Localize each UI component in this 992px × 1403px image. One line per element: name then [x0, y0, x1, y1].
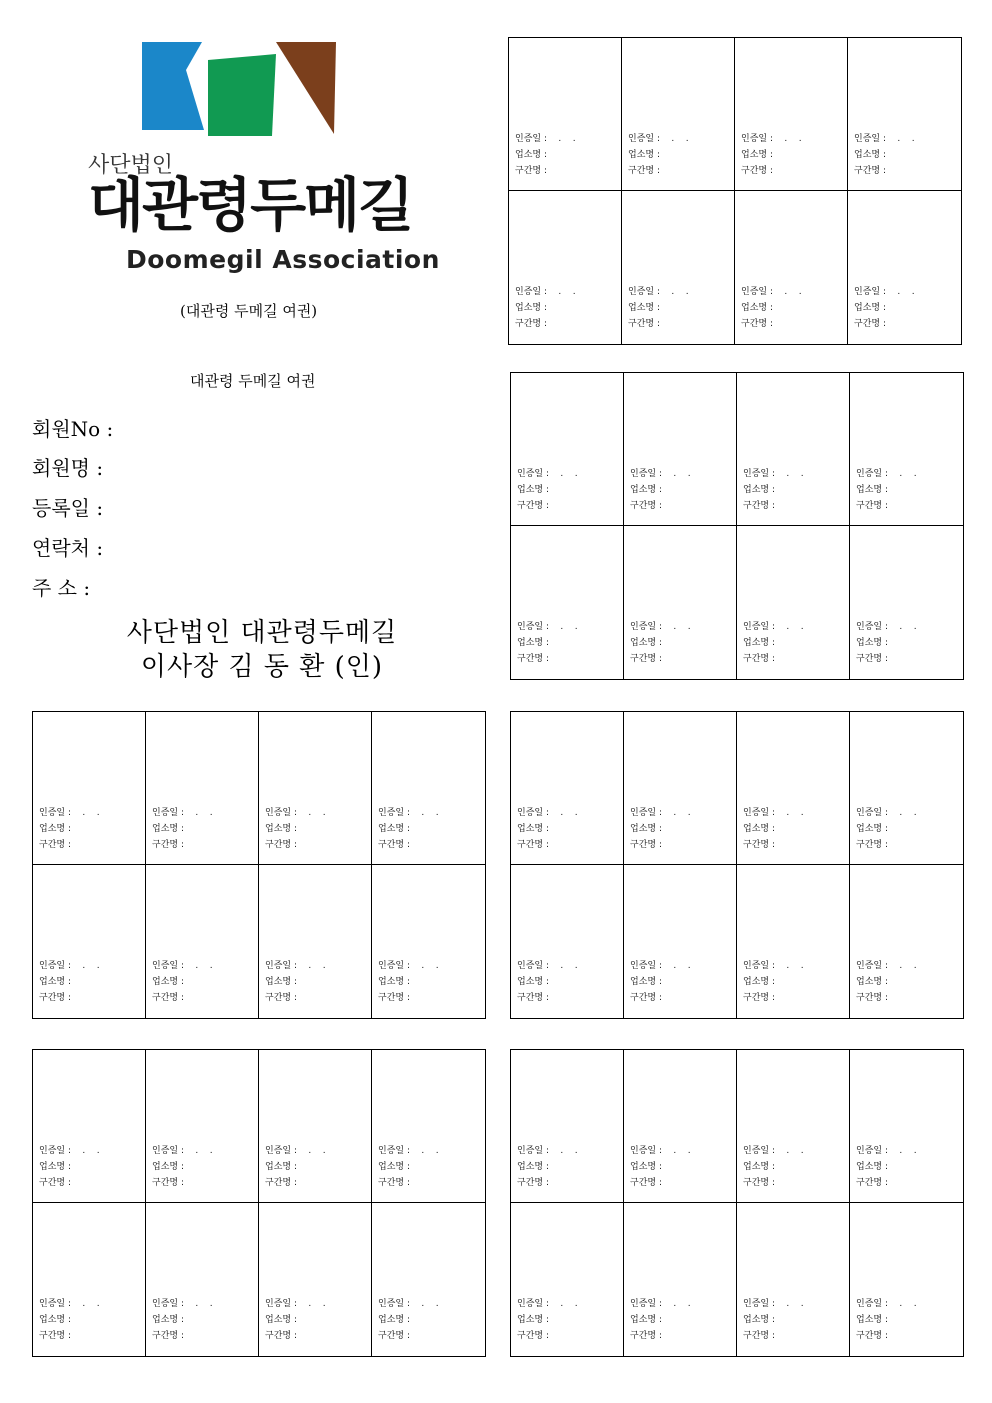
stamp-cell [737, 712, 850, 865]
stamp-date-line: 인증일 : . . [856, 622, 917, 632]
stamp-venue-line: 업소명 : [517, 485, 549, 495]
stamp-cell-info [265, 805, 326, 853]
member-name-label: 회원명 : [32, 456, 104, 480]
stamp-cell-info [517, 1143, 578, 1191]
stamp-cell-info [741, 131, 802, 179]
stamp-venue-line: 업소명 : [515, 303, 547, 313]
stamp-section-line: 구간명 : [856, 501, 888, 511]
stamp-section-line: 구간명 : [741, 319, 773, 329]
stamp-cell [850, 1203, 963, 1356]
stamp-cell-info [378, 1143, 439, 1191]
stamp-cell-info [265, 1296, 326, 1344]
stamp-venue-line: 업소명 : [856, 638, 888, 648]
stamp-date-line: 인증일 : . . [152, 1146, 213, 1156]
stamp-venue-line: 업소명 : [630, 977, 662, 987]
stamp-venue-line: 업소명 : [630, 824, 662, 834]
stamp-section-line: 구간명 : [152, 1178, 184, 1188]
stamp-cell-info [856, 619, 917, 667]
stamp-date-line: 인증일 : . . [515, 287, 576, 297]
stamp-cell [146, 865, 259, 1018]
stamp-cell [33, 1203, 146, 1356]
stamp-section-line: 구간명 : [630, 1331, 662, 1341]
stamp-grid [510, 1049, 964, 1357]
stamp-cell-info [630, 619, 691, 667]
stamp-cell [33, 1050, 146, 1203]
stamp-cell-info [39, 958, 100, 1006]
stamp-section-line: 구간명 : [378, 840, 410, 850]
stamp-date-line: 인증일 : . . [741, 287, 802, 297]
stamp-cell [259, 712, 372, 865]
stamp-section-line: 구간명 : [378, 1331, 410, 1341]
stamp-cell-info [630, 1143, 691, 1191]
stamp-date-line: 인증일 : . . [517, 961, 578, 971]
logo-shapes [140, 40, 340, 140]
stamp-cell [372, 712, 485, 865]
stamp-date-line: 인증일 : . . [630, 961, 691, 971]
stamp-section-line: 구간명 : [39, 1178, 71, 1188]
stamp-cell [735, 191, 848, 344]
stamp-date-line: 인증일 : . . [628, 134, 689, 144]
stamp-cell-info [378, 805, 439, 853]
stamp-date-line: 인증일 : . . [743, 469, 804, 479]
stamp-section-line: 구간명 : [854, 319, 886, 329]
stamp-date-line: 인증일 : . . [517, 469, 578, 479]
stamp-cell [850, 712, 963, 865]
stamp-date-line: 인증일 : . . [856, 1299, 917, 1309]
stamp-venue-line: 업소명 : [378, 824, 410, 834]
stamp-grid [510, 711, 964, 1019]
stamp-cell [509, 38, 622, 191]
stamp-date-line: 인증일 : . . [39, 961, 100, 971]
stamp-cell [622, 191, 735, 344]
stamp-section-line: 구간명 : [630, 501, 662, 511]
stamp-date-line: 인증일 : . . [856, 1146, 917, 1156]
stamp-cell [622, 38, 735, 191]
stamp-cell-info [854, 284, 915, 332]
stamp-cell-info [152, 1143, 213, 1191]
stamp-grid [32, 711, 486, 1019]
stamp-cell-info [515, 284, 576, 332]
stamp-date-line: 인증일 : . . [152, 808, 213, 818]
stamp-venue-line: 업소명 : [39, 1162, 71, 1172]
stamp-venue-line: 업소명 : [378, 1162, 410, 1172]
stamp-section-line: 구간명 : [743, 654, 775, 664]
stamp-venue-line: 업소명 : [741, 303, 773, 313]
stamp-section-line: 구간명 : [628, 319, 660, 329]
stamp-section-line: 구간명 : [856, 993, 888, 1003]
logo-subtitle: 사단법인 [88, 153, 174, 178]
stamp-cell [848, 191, 961, 344]
stamp-venue-line: 업소명 : [265, 1162, 297, 1172]
stamp-section-line: 구간명 : [517, 501, 549, 511]
stamp-section-line: 구간명 : [152, 1331, 184, 1341]
stamp-section-line: 구간명 : [515, 166, 547, 176]
stamp-cell [511, 526, 624, 679]
stamp-date-line: 인증일 : . . [630, 622, 691, 632]
stamp-venue-line: 업소명 : [517, 824, 549, 834]
stamp-date-line: 인증일 : . . [39, 1146, 100, 1156]
stamp-venue-line: 업소명 : [743, 638, 775, 648]
contact-label: 연락처 : [32, 536, 104, 560]
stamp-cell [372, 865, 485, 1018]
stamp-cell [624, 373, 737, 526]
stamp-cell [848, 38, 961, 191]
stamp-cell [511, 373, 624, 526]
stamp-cell-info [856, 466, 917, 514]
stamp-section-line: 구간명 : [517, 1178, 549, 1188]
stamp-date-line: 인증일 : . . [741, 134, 802, 144]
stamp-venue-line: 업소명 : [743, 977, 775, 987]
stamp-date-line: 인증일 : . . [743, 1299, 804, 1309]
reg-date-label: 등록일 : [32, 496, 104, 520]
stamp-cell [737, 1203, 850, 1356]
stamp-section-line: 구간명 : [265, 1178, 297, 1188]
stamp-cell [33, 865, 146, 1018]
stamp-cell-info [854, 131, 915, 179]
stamp-section-line: 구간명 : [265, 993, 297, 1003]
stamp-cell [146, 1203, 259, 1356]
stamp-venue-line: 업소명 : [856, 824, 888, 834]
stamp-cell-info [378, 958, 439, 1006]
stamp-cell [372, 1203, 485, 1356]
stamp-venue-line: 업소명 : [517, 977, 549, 987]
stamp-venue-line: 업소명 : [152, 977, 184, 987]
stamp-date-line: 인증일 : . . [265, 808, 326, 818]
stamp-cell [146, 1050, 259, 1203]
stamp-cell-info [743, 619, 804, 667]
stamp-venue-line: 업소명 : [265, 977, 297, 987]
stamp-cell [735, 38, 848, 191]
stamp-section-line: 구간명 : [265, 1331, 297, 1341]
stamp-venue-line: 업소명 : [854, 150, 886, 160]
stamp-section-line: 구간명 : [630, 1178, 662, 1188]
stamp-cell-info [152, 805, 213, 853]
stamp-cell-info [743, 466, 804, 514]
stamp-cell-info [152, 1296, 213, 1344]
stamp-venue-line: 업소명 : [743, 824, 775, 834]
stamp-cell [850, 865, 963, 1018]
stamp-venue-line: 업소명 : [265, 824, 297, 834]
stamp-grid [508, 37, 962, 345]
stamp-venue-line: 업소명 : [517, 1162, 549, 1172]
stamp-section-line: 구간명 : [378, 993, 410, 1003]
stamp-date-line: 인증일 : . . [517, 1146, 578, 1156]
stamp-cell-info [628, 131, 689, 179]
stamp-cell-info [856, 1296, 917, 1344]
stamp-section-line: 구간명 : [517, 840, 549, 850]
stamp-date-line: 인증일 : . . [152, 1299, 213, 1309]
stamp-cell-info [515, 131, 576, 179]
stamp-venue-line: 업소명 : [741, 150, 773, 160]
stamp-cell [624, 1050, 737, 1203]
stamp-cell [737, 373, 850, 526]
stamp-cell [624, 712, 737, 865]
stamp-date-line: 인증일 : . . [378, 961, 439, 971]
stamp-section-line: 구간명 : [515, 319, 547, 329]
stamp-venue-line: 업소명 : [856, 977, 888, 987]
stamp-date-line: 인증일 : . . [517, 1299, 578, 1309]
stamp-section-line: 구간명 : [743, 840, 775, 850]
stamp-cell-info [630, 958, 691, 1006]
stamp-cell [259, 865, 372, 1018]
stamp-venue-line: 업소명 : [39, 824, 71, 834]
stamp-date-line: 인증일 : . . [628, 287, 689, 297]
stamp-cell-info [743, 1296, 804, 1344]
stamp-section-line: 구간명 : [856, 1178, 888, 1188]
stamp-venue-line: 업소명 : [515, 150, 547, 160]
stamp-cell-info [39, 1143, 100, 1191]
stamp-date-line: 인증일 : . . [630, 808, 691, 818]
caption-passport-title: 대관령 두메길 여권 [190, 372, 316, 390]
stamp-cell [737, 1050, 850, 1203]
stamp-venue-line: 업소명 : [628, 150, 660, 160]
stamp-venue-line: 업소명 : [152, 824, 184, 834]
stamp-date-line: 인증일 : . . [854, 134, 915, 144]
stamp-cell [737, 865, 850, 1018]
stamp-section-line: 구간명 : [517, 1331, 549, 1341]
logo-english: Doomegil Association [126, 245, 440, 274]
stamp-cell [850, 373, 963, 526]
stamp-cell-info [856, 958, 917, 1006]
stamp-cell-info [39, 1296, 100, 1344]
stamp-venue-line: 업소명 : [743, 485, 775, 495]
stamp-date-line: 인증일 : . . [743, 1146, 804, 1156]
stamp-section-line: 구간명 : [265, 840, 297, 850]
stamp-cell-info [265, 958, 326, 1006]
stamp-section-line: 구간명 : [854, 166, 886, 176]
stamp-cell-info [743, 805, 804, 853]
stamp-cell [33, 712, 146, 865]
stamp-venue-line: 업소명 : [152, 1315, 184, 1325]
stamp-cell-info [517, 466, 578, 514]
stamp-venue-line: 업소명 : [630, 1315, 662, 1325]
stamp-date-line: 인증일 : . . [517, 808, 578, 818]
stamp-cell [624, 1203, 737, 1356]
stamp-venue-line: 업소명 : [743, 1162, 775, 1172]
stamp-cell-info [743, 1143, 804, 1191]
stamp-section-line: 구간명 : [743, 501, 775, 511]
stamp-cell [509, 191, 622, 344]
stamp-venue-line: 업소명 : [630, 638, 662, 648]
stamp-date-line: 인증일 : . . [265, 1146, 326, 1156]
stamp-date-line: 인증일 : . . [743, 622, 804, 632]
stamp-cell [624, 526, 737, 679]
logo-title: 대관령두메길 [88, 171, 413, 239]
stamp-cell-info [517, 619, 578, 667]
stamp-cell [511, 1050, 624, 1203]
stamp-section-line: 구간명 : [856, 654, 888, 664]
stamp-grid [32, 1049, 486, 1357]
logo-green-shape [208, 54, 276, 136]
stamp-venue-line: 업소명 : [856, 1315, 888, 1325]
stamp-date-line: 인증일 : . . [515, 134, 576, 144]
stamp-section-line: 구간명 : [856, 840, 888, 850]
stamp-section-line: 구간명 : [743, 993, 775, 1003]
stamp-date-line: 인증일 : . . [856, 808, 917, 818]
stamp-section-line: 구간명 : [856, 1331, 888, 1341]
stamp-section-line: 구간명 : [630, 654, 662, 664]
stamp-cell-info [152, 958, 213, 1006]
stamp-section-line: 구간명 : [152, 993, 184, 1003]
stamp-date-line: 인증일 : . . [630, 1299, 691, 1309]
stamp-cell [259, 1203, 372, 1356]
stamp-section-line: 구간명 : [39, 840, 71, 850]
stamp-cell-info [630, 805, 691, 853]
stamp-date-line: 인증일 : . . [265, 961, 326, 971]
stamp-date-line: 인증일 : . . [39, 1299, 100, 1309]
stamp-section-line: 구간명 : [628, 166, 660, 176]
stamp-venue-line: 업소명 : [630, 1162, 662, 1172]
stamp-section-line: 구간명 : [378, 1178, 410, 1188]
stamp-section-line: 구간명 : [39, 1331, 71, 1341]
stamp-cell [259, 1050, 372, 1203]
stamp-cell-info [378, 1296, 439, 1344]
stamp-section-line: 구간명 : [743, 1178, 775, 1188]
stamp-cell [850, 1050, 963, 1203]
stamp-cell-info [517, 958, 578, 1006]
stamp-venue-line: 업소명 : [378, 977, 410, 987]
stamp-date-line: 인증일 : . . [856, 469, 917, 479]
stamp-section-line: 구간명 : [741, 166, 773, 176]
stamp-section-line: 구간명 : [517, 654, 549, 664]
stamp-cell [372, 1050, 485, 1203]
stamp-cell-info [630, 466, 691, 514]
stamp-date-line: 인증일 : . . [517, 622, 578, 632]
stamp-venue-line: 업소명 : [743, 1315, 775, 1325]
stamp-section-line: 구간명 : [743, 1331, 775, 1341]
stamp-cell-info [856, 1143, 917, 1191]
logo-brown-shape [276, 42, 336, 134]
logo-blue-shape [142, 42, 204, 130]
stamp-date-line: 인증일 : . . [265, 1299, 326, 1309]
stamp-date-line: 인증일 : . . [378, 1146, 439, 1156]
stamp-venue-line: 업소명 : [856, 485, 888, 495]
stamp-cell-info [741, 284, 802, 332]
stamp-cell-info [39, 805, 100, 853]
caption-top: (대관령 두메길 여권) [180, 302, 318, 320]
stamp-cell [511, 1203, 624, 1356]
stamp-grid [510, 372, 964, 680]
stamp-cell-info [743, 958, 804, 1006]
stamp-venue-line: 업소명 : [39, 977, 71, 987]
stamp-venue-line: 업소명 : [152, 1162, 184, 1172]
stamp-venue-line: 업소명 : [39, 1315, 71, 1325]
stamp-cell [511, 865, 624, 1018]
stamp-cell [737, 526, 850, 679]
stamp-venue-line: 업소명 : [854, 303, 886, 313]
stamp-cell [511, 712, 624, 865]
stamp-venue-line: 업소명 : [628, 303, 660, 313]
stamp-cell-info [517, 1296, 578, 1344]
stamp-venue-line: 업소명 : [265, 1315, 297, 1325]
stamp-section-line: 구간명 : [152, 840, 184, 850]
stamp-date-line: 인증일 : . . [856, 961, 917, 971]
stamp-section-line: 구간명 : [630, 840, 662, 850]
stamp-cell [146, 712, 259, 865]
stamp-date-line: 인증일 : . . [378, 1299, 439, 1309]
stamp-cell [624, 865, 737, 1018]
stamp-venue-line: 업소명 : [517, 1315, 549, 1325]
stamp-date-line: 인증일 : . . [743, 961, 804, 971]
member-no-label: 회원No : [32, 417, 114, 441]
stamp-cell-info [517, 805, 578, 853]
stamp-venue-line: 업소명 : [856, 1162, 888, 1172]
stamp-date-line: 인증일 : . . [630, 1146, 691, 1156]
stamp-cell-info [265, 1143, 326, 1191]
stamp-section-line: 구간명 : [39, 993, 71, 1003]
address-label: 주 소 : [32, 576, 91, 600]
stamp-venue-line: 업소명 : [378, 1315, 410, 1325]
signature-org: 사단법인 대관령두메길 [126, 618, 398, 648]
stamp-date-line: 인증일 : . . [152, 961, 213, 971]
stamp-date-line: 인증일 : . . [630, 469, 691, 479]
stamp-cell [850, 526, 963, 679]
stamp-date-line: 인증일 : . . [39, 808, 100, 818]
stamp-cell-info [628, 284, 689, 332]
stamp-date-line: 인증일 : . . [854, 287, 915, 297]
signature-chairman: 이사장 김 동 환 (인) [140, 652, 384, 682]
stamp-venue-line: 업소명 : [630, 485, 662, 495]
stamp-date-line: 인증일 : . . [743, 808, 804, 818]
stamp-cell-info [630, 1296, 691, 1344]
stamp-venue-line: 업소명 : [517, 638, 549, 648]
stamp-date-line: 인증일 : . . [378, 808, 439, 818]
stamp-section-line: 구간명 : [517, 993, 549, 1003]
stamp-cell-info [856, 805, 917, 853]
stamp-section-line: 구간명 : [630, 993, 662, 1003]
